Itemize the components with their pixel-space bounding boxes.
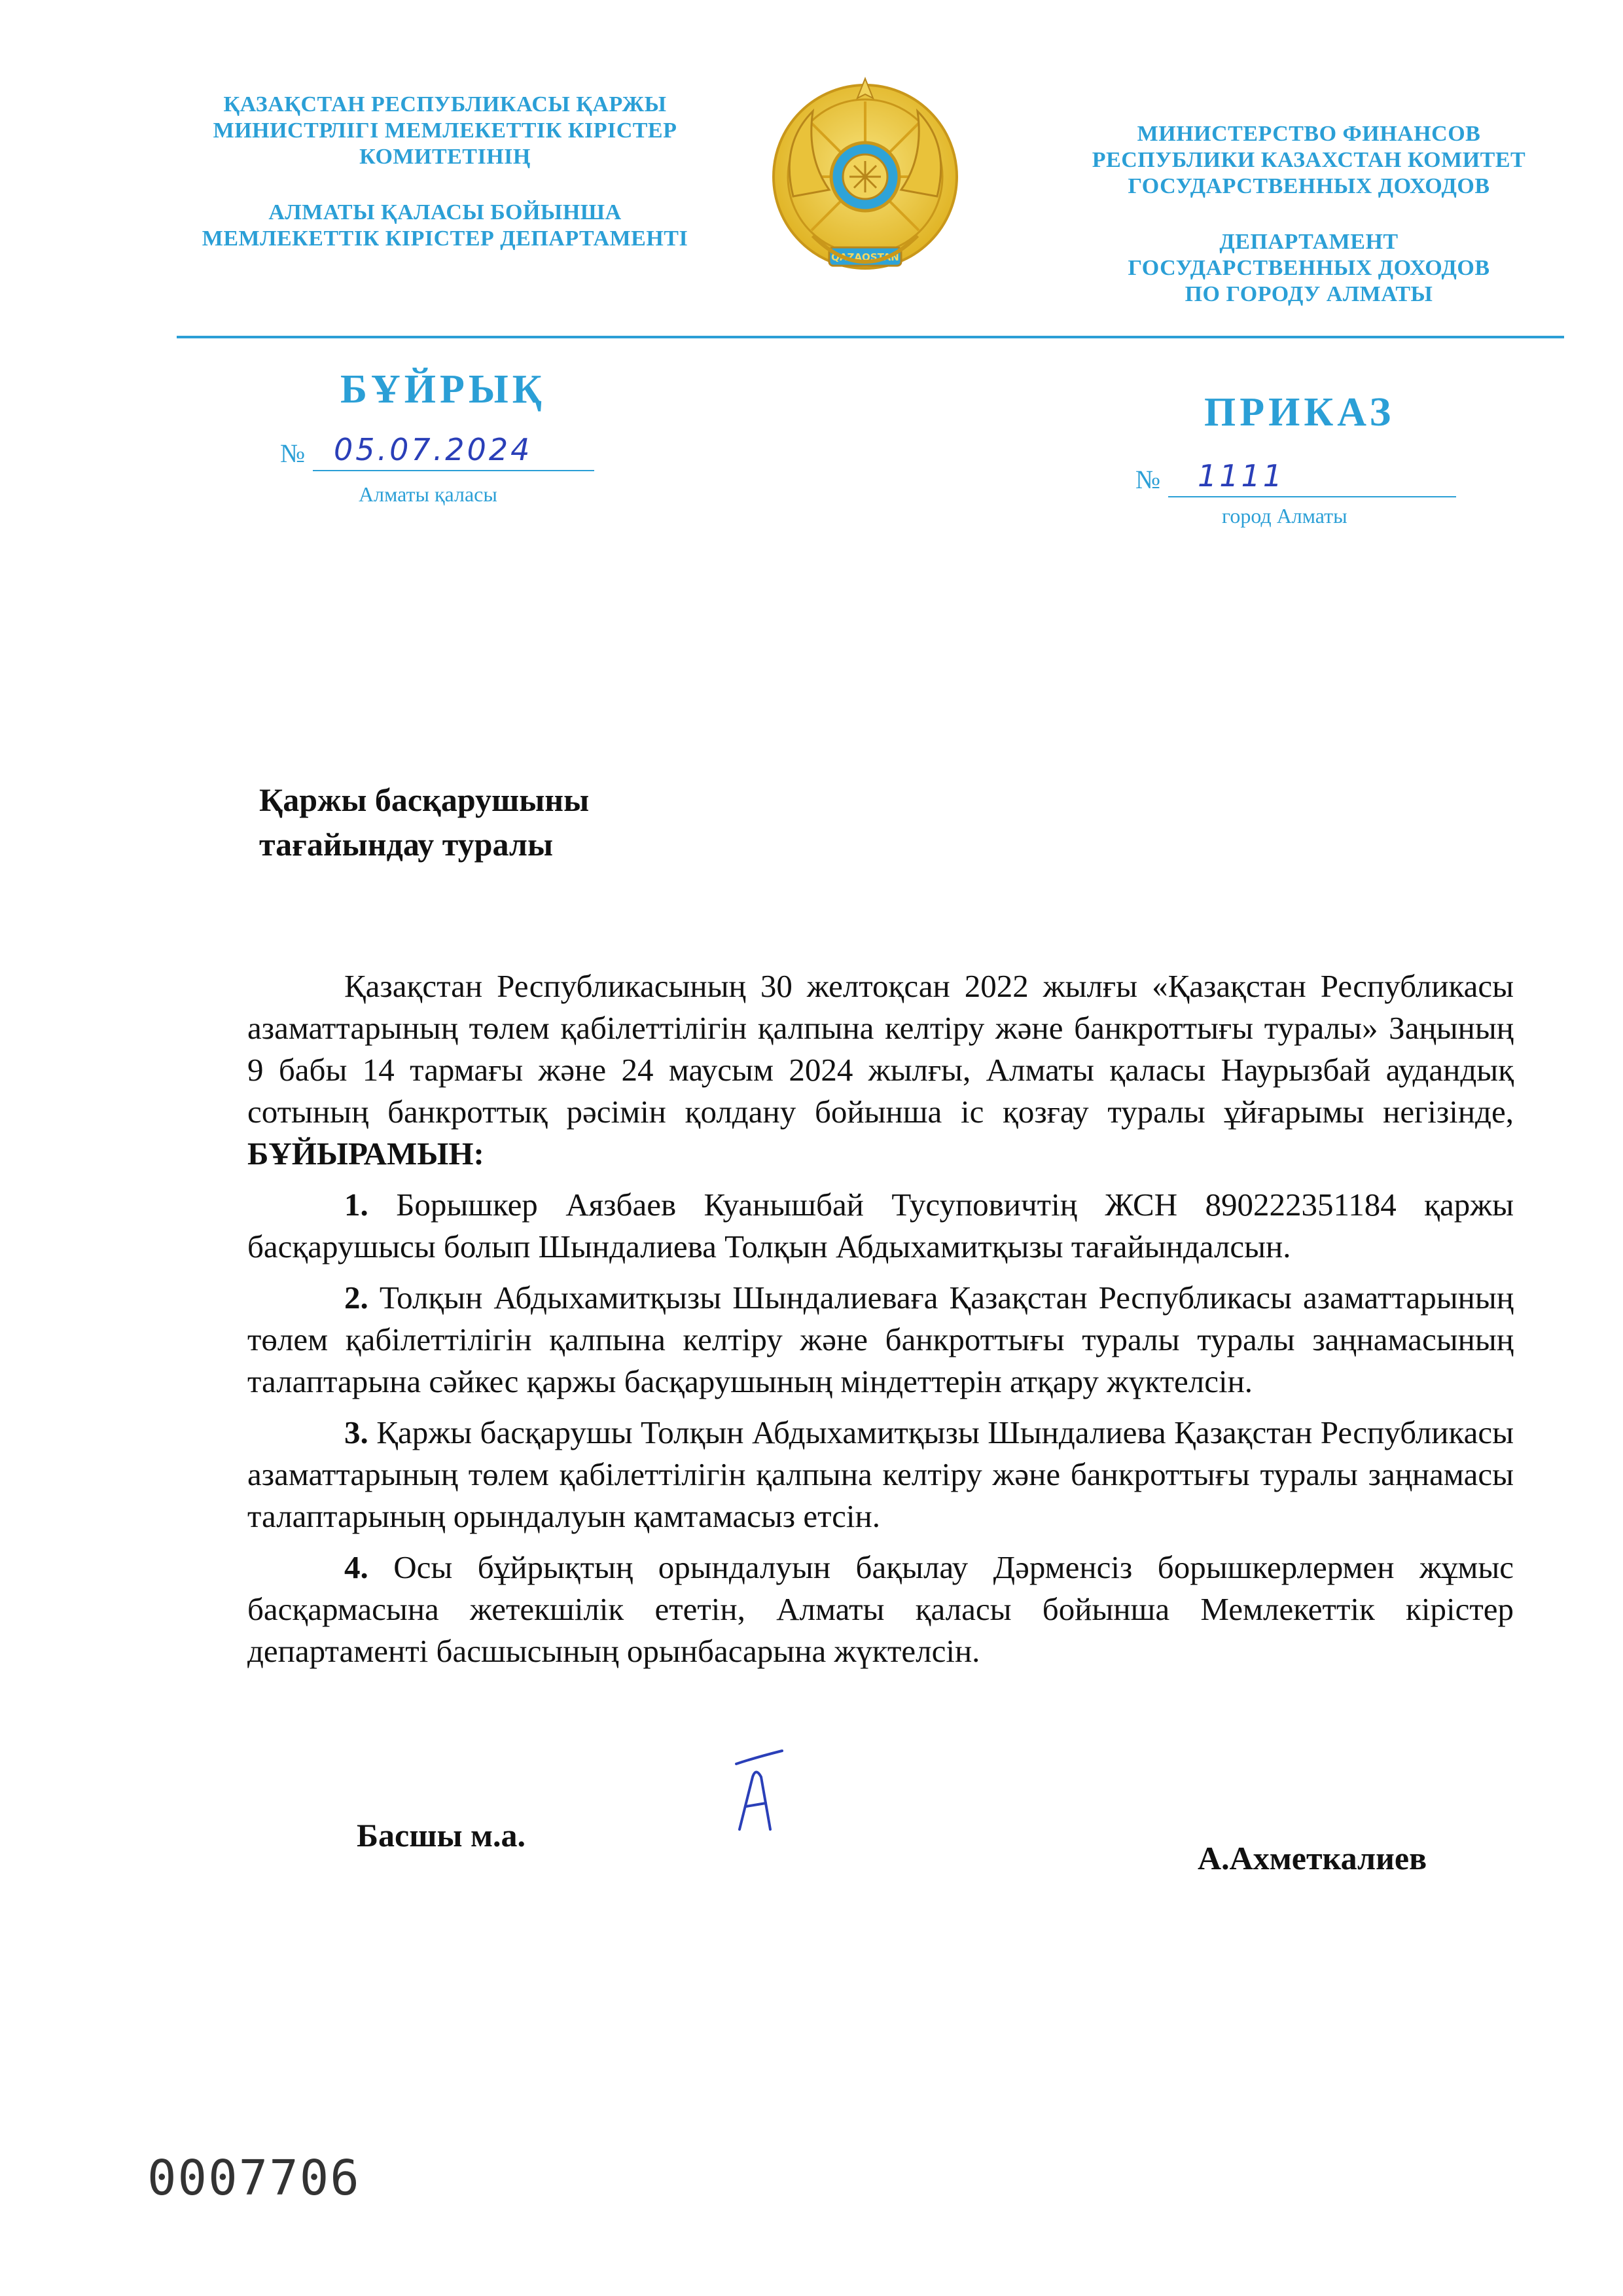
order-item-3 xyxy=(247,1412,1514,1537)
item-text: Борышкер Аязбаев Куанышбай Тусуповичтің ЖСН 890222351184 қаржы басқарушысы болып Шындалиева Толқын Абдыхамитқызы тағайындалсын. xyxy=(247,1187,1514,1265)
header-kz-dept-line: АЛМАТЫ ҚАЛАСЫ БОЙЫНША xyxy=(268,200,622,224)
serial-number: 0007706 xyxy=(147,2150,361,2206)
preamble-text: Қазақстан Республикасының 30 желтоқсан 2022 жылғы «Қазақстан Республикасы азаматтарының төлем қабілеттілігін қалпына келтіру және банкроттығы туралы» Заңының 9 бабы 14 тармағы және 24 маусым 2024 жылғы, Алматы қаласы Наурызбай аудандық сотының банкроттық рәсімін қолдану бойынша іс қозғау туралы ұйғарымы негізінде, xyxy=(247,968,1514,1130)
order-title-ru: ПРИКАЗ xyxy=(1204,390,1395,435)
item-text: Қаржы басқарушы Толқын Абдыхамитқызы Шындалиева Қазақстан Республикасы азаматтарының төлем қабілеттілігін қалпына келтіру және банкроттығы туралы заңнамасы талаптарының орындалуын қамтамасыз етсін. xyxy=(247,1414,1514,1534)
signatory-position: Басшы м.а. xyxy=(357,1817,526,1854)
signatory-name: А.Ахметкалиев xyxy=(1198,1840,1427,1876)
item-number: 1. xyxy=(344,1187,368,1223)
order-number-kz xyxy=(280,425,594,471)
header-ru-line: ГОСУДАРСТВЕННЫХ ДОХОДОВ xyxy=(1128,174,1490,198)
number-sign: № xyxy=(280,439,306,468)
item-text: Толқын Абдыхамитқызы Шындалиеваға Қазақстан Республикасы азаматтарының төлем қабілеттілігін қалпына келтіру және банкроттығы туралы туралы заңнамасының талаптарына сәйкес қаржы басқарушының міндеттерін атқару жүктелсін. xyxy=(247,1280,1514,1399)
order-number-ru xyxy=(1135,452,1456,497)
handwritten-date: 05.07.2024 xyxy=(334,432,533,467)
preamble-decree: БҰЙЫРАМЫН: xyxy=(247,1136,484,1172)
header-ru-line: МИНИСТЕРСТВО ФИНАНСОВ xyxy=(1137,122,1481,146)
header-kz-line: МИНИСТРЛІГІ МЕМЛЕКЕТТІК КІРІСТЕР xyxy=(213,118,677,143)
subject-line: тағайындау туралы xyxy=(259,826,554,863)
order-body xyxy=(247,965,1514,1672)
preamble-paragraph xyxy=(247,965,1514,1175)
header-ru-dept-line: ПО ГОРОДУ АЛМАТЫ xyxy=(1185,282,1433,306)
header-kz-line: КОМИТЕТІНІҢ xyxy=(359,145,531,169)
item-number: 2. xyxy=(344,1280,368,1316)
order-item-2 xyxy=(247,1277,1514,1403)
header-ru-line: РЕСПУБЛИКИ КАЗАХСТАН КОМИТЕТ xyxy=(1092,148,1526,172)
order-subject xyxy=(259,778,589,867)
subject-line: Қаржы басқарушыны xyxy=(259,781,590,818)
item-text: Осы бұйрықтың орындалуын бақылау Дәрменсіз борышкерлермен жұмыс басқармасына жетекшілік ететін, Алматы қаласы бойынша Мемлекеттік кірістер департаменті басшысының орынбасарына жүктелсін. xyxy=(247,1549,1514,1669)
order-item-1 xyxy=(247,1184,1514,1268)
number-sign: № xyxy=(1135,465,1161,494)
handwritten-number: 1111 xyxy=(1198,458,1285,493)
order-item-4 xyxy=(247,1547,1514,1672)
header-kz-dept-line: МЕМЛЕКЕТТІК КІРІСТЕР ДЕПАРТАМЕНТІ xyxy=(202,226,688,251)
handwritten-initial-mark xyxy=(717,1738,795,1836)
emblem-text: QAZAQSTAN xyxy=(831,251,899,263)
header-divider xyxy=(177,336,1564,338)
header-kz-line: ҚАЗАҚСТАН РЕСПУБЛИКАСЫ ҚАРЖЫ xyxy=(223,92,667,117)
header-ru-block xyxy=(1054,121,1564,308)
city-ru: город Алматы xyxy=(1222,504,1347,528)
header-ru-dept-line: ДЕПАРТАМЕНТ xyxy=(1219,230,1399,254)
item-number: 4. xyxy=(344,1549,368,1585)
state-emblem-icon xyxy=(767,72,963,295)
city-kz: Алматы қаласы xyxy=(359,482,497,506)
header-kz-block xyxy=(164,92,726,252)
item-number: 3. xyxy=(344,1414,368,1450)
order-title-kz: БҰЙРЫҚ xyxy=(340,367,546,412)
header-ru-dept-line: ГОСУДАРСТВЕННЫХ ДОХОДОВ xyxy=(1128,256,1490,280)
